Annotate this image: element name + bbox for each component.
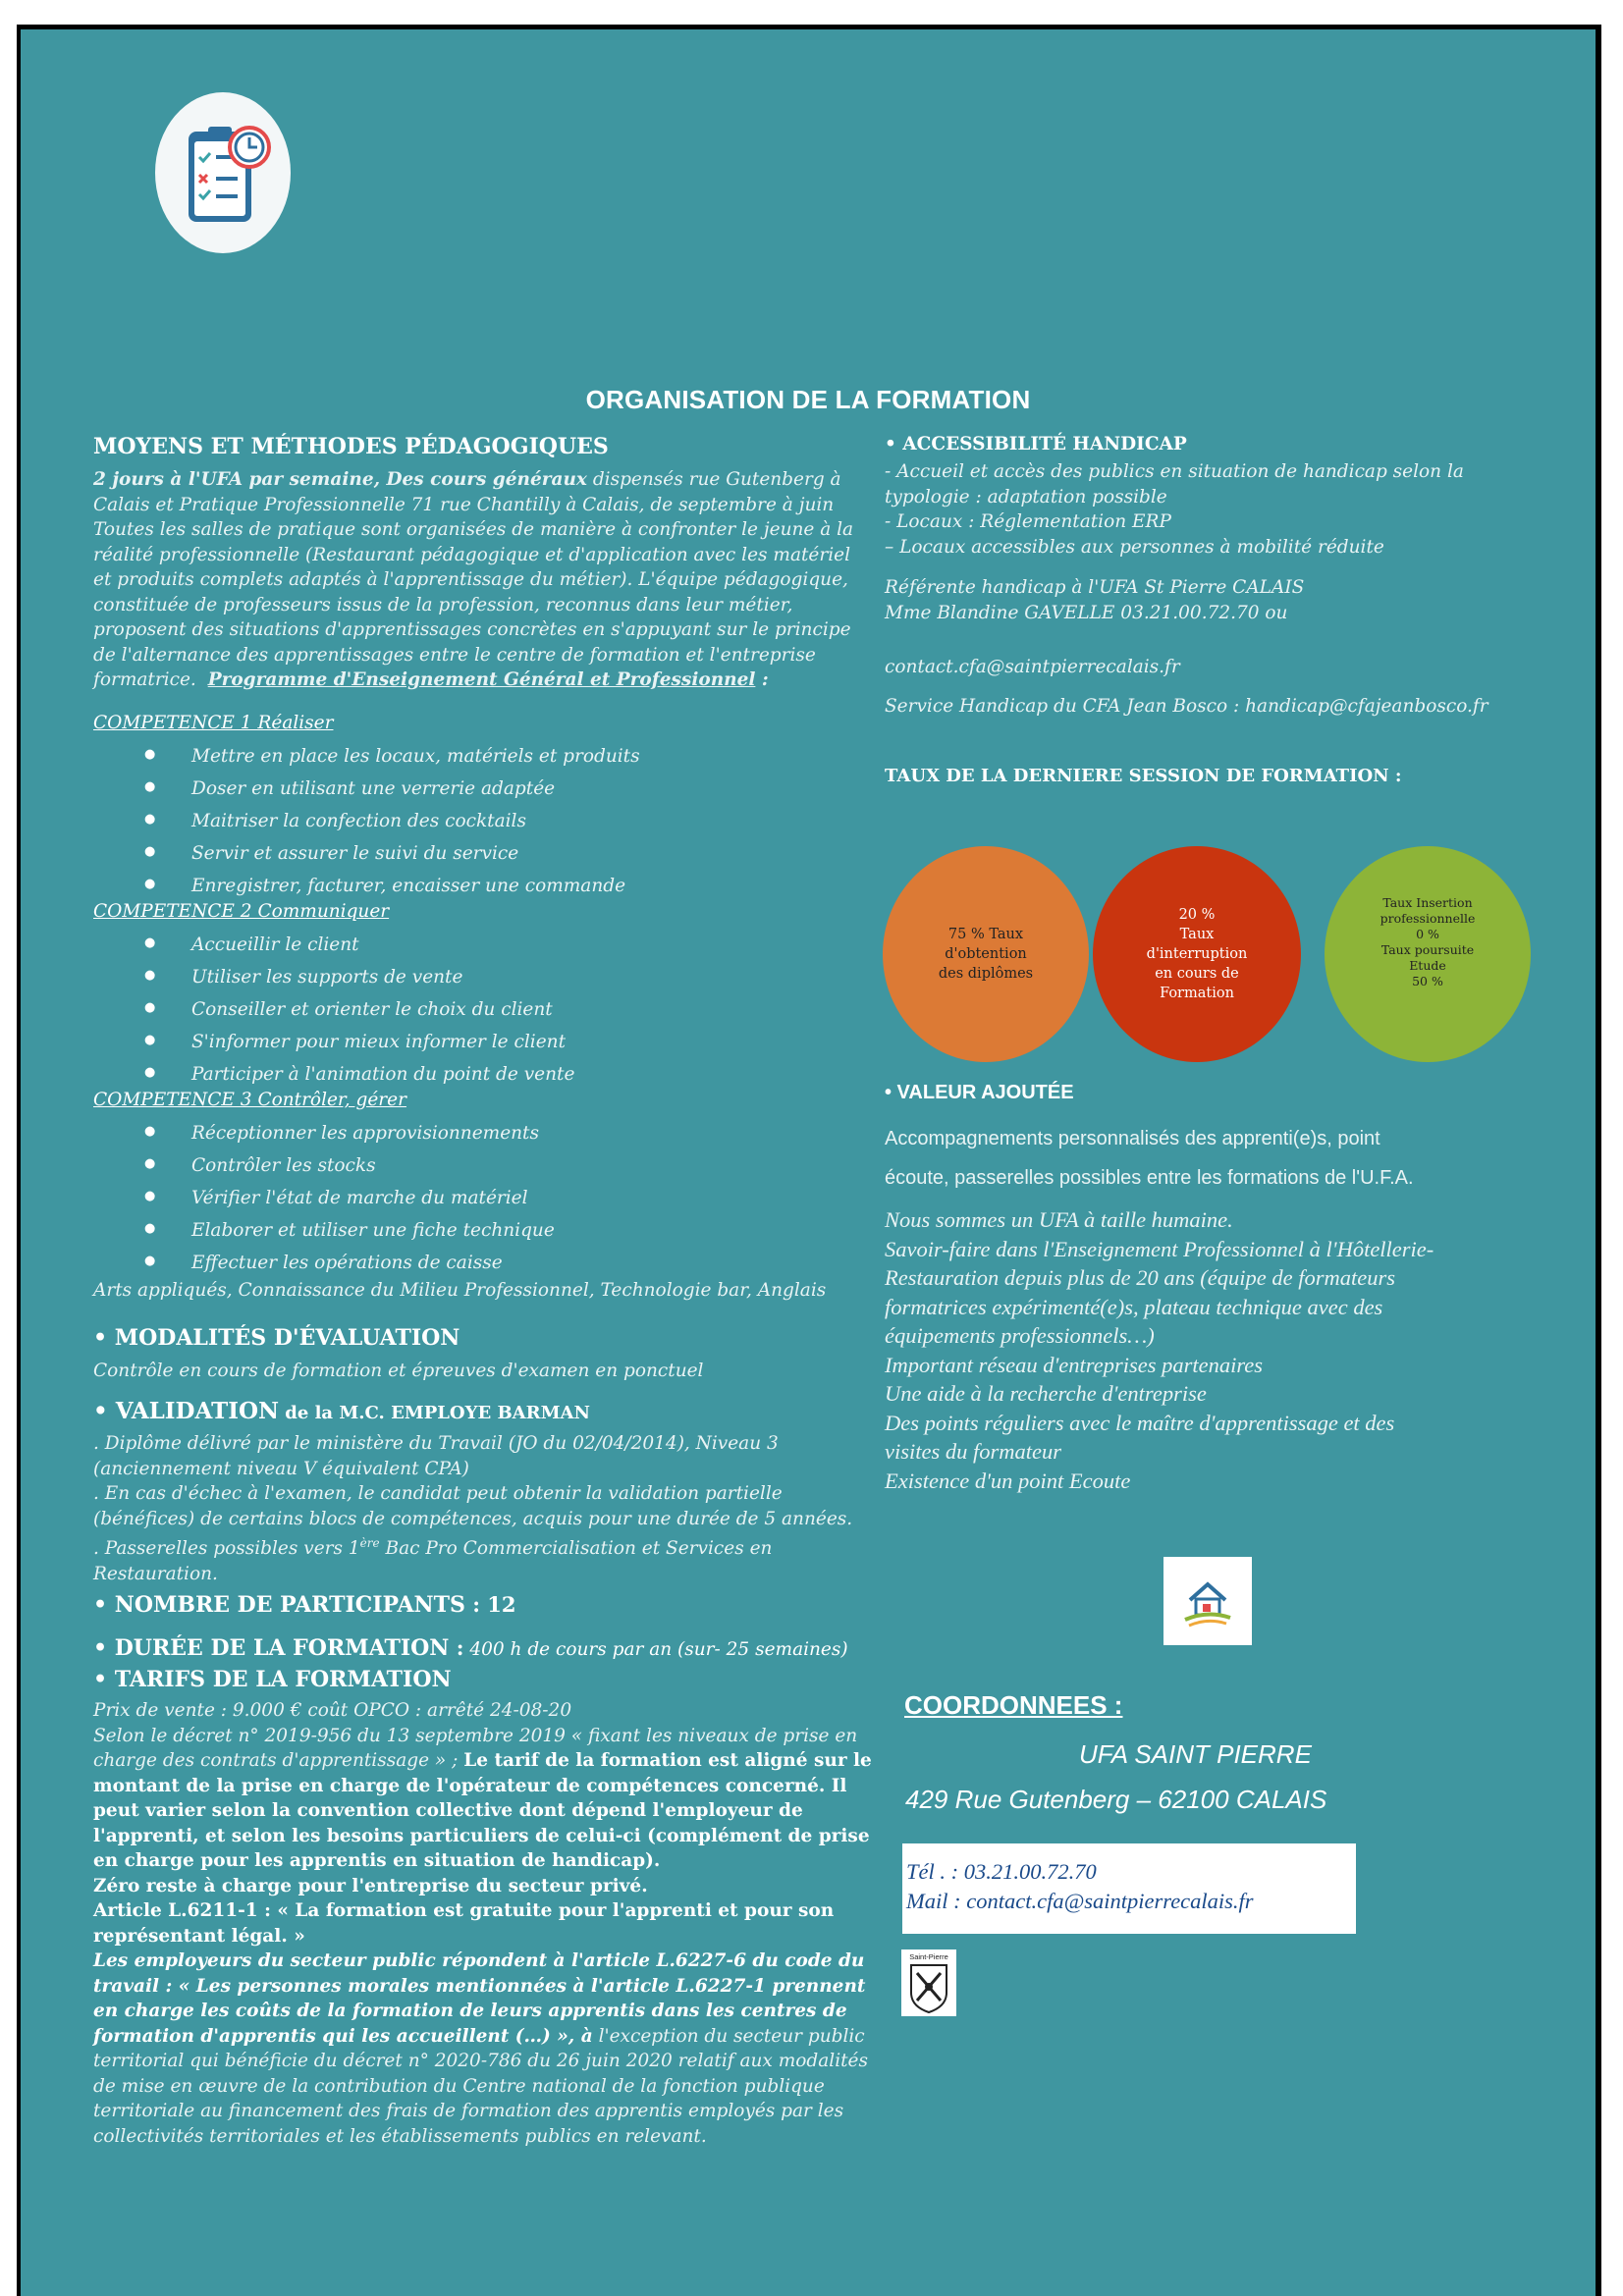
modalites-title: • MODALITÉS D'ÉVALUATION (93, 1325, 460, 1351)
circle-text: Formation (1160, 986, 1234, 1001)
crest-label: Saint-Pierre (909, 1952, 948, 1961)
programme-suffix: : (755, 669, 769, 690)
list-item: ● Maitriser la confection des cocktails (93, 809, 859, 841)
duree-sep: : (449, 1635, 464, 1660)
circle-text: des diplômes (938, 966, 1034, 982)
competence-1-title: COMPETENCE 1 Réaliser (93, 713, 334, 733)
coordonnees-name: UFA SAINT PIERRE (1079, 1739, 1312, 1769)
circle-text: Etude (1409, 958, 1446, 973)
valeur-intro-line: écoute, passerelles possibles entre les formations de l'U.F.A. (885, 1167, 1414, 1189)
circle-text: en cours de (1155, 966, 1239, 982)
house-logo (1163, 1557, 1252, 1645)
tarifs-public-bold: Les employeurs du secteur public répondent à l'article L.6227-6 du code du travail : « Les personnes morales mentionnées à l'article L.6227-1 prennent en charge les coûts de la formation de leurs apprentis dans les centres de formation d'apprentis qui les accueillent (…) », à (93, 1950, 866, 2047)
validation-line-3 (93, 1531, 869, 1586)
contact-mail[interactable]: Mail : contact.cfa@saintpierrecalais.fr (906, 1889, 1254, 1913)
list-item: ● Vérifier l'état de marche du matériel (93, 1186, 859, 1218)
competence-2-list (93, 933, 859, 1095)
validation-subtitle: de la M.C. EMPLOYE BARMAN (279, 1403, 590, 1423)
tarifs-title: • TARIFS DE LA FORMATION (93, 1667, 452, 1692)
tarifs-public-rest: l'exception du secteur public territorial qui bénéficie du décret n° 2020-786 du 26 juin 2020 relatif aux modalités de mise en œuvre de la contribution du Centre national de la fonction publique territoriale au financement des frais de formation des apprentis employés par les collectivités territoriales et les établissements publics en relevant. (93, 2025, 868, 2147)
competence-3-list (93, 1121, 859, 1283)
taux-circle-interruption (1093, 846, 1301, 1062)
valeur-line: Existence d'un point Ecoute (885, 1468, 1131, 1493)
list-item: ● Enregistrer, facturer, encaisser une commande (93, 874, 859, 906)
list-item: ● Effectuer les opérations de caisse (93, 1251, 859, 1283)
circle-text: Taux (1179, 927, 1215, 942)
coordonnees-address: 429 Rue Gutenberg – 62100 CALAIS (905, 1785, 1327, 1814)
referente-line-2: Mme Blandine GAVELLE 03.21.00.72.70 ou (885, 602, 1288, 623)
circle-text: Taux Insertion (1382, 895, 1473, 910)
checklist-clock-icon (155, 92, 291, 253)
house-logo-icon (1163, 1557, 1252, 1645)
circle-text: professionnelle (1380, 911, 1476, 926)
moyens-lead: 2 jours à l'UFA par semaine, Des cours généraux (93, 469, 587, 490)
validation-sup: ère (359, 1536, 380, 1550)
participants-value: : 12 (464, 1592, 516, 1617)
validation-details (93, 1431, 869, 1586)
saint-pierre-crest-icon (901, 1949, 956, 2016)
contact-phone[interactable]: Tél . : 03.21.00.72.70 (906, 1859, 1097, 1884)
list-item: ● Servir et assurer le suivi du service (93, 841, 859, 874)
moyens-title: MOYENS ET MÉTHODES PÉDAGOGIQUES (93, 434, 609, 459)
taux-title: TAUX DE LA DERNIERE SESSION DE FORMATION : (885, 766, 1402, 786)
list-item: ● Contrôler les stocks (93, 1153, 859, 1186)
brochure-panel (21, 29, 1596, 2296)
list-item: ● Participer à l'animation du point de vente (93, 1062, 859, 1095)
list-item: ● Utiliser les supports de vente (93, 965, 859, 997)
circle-text: 20 % (1178, 907, 1216, 923)
valeur-line: Restauration depuis plus de 20 ans (équipe de formateurs (885, 1265, 1395, 1290)
circle-text: 75 % Taux (947, 927, 1024, 942)
competence-1-list (93, 744, 859, 906)
moyens-description (93, 467, 869, 693)
valeur-list (885, 1205, 1572, 1495)
circle-text: 0 % (1416, 927, 1439, 941)
list-item: ● Elaborer et utiliser une fiche technique (93, 1218, 859, 1251)
circle-text: d'interruption (1146, 946, 1248, 962)
programme-link[interactable]: Programme d'Enseignement Général et Professionnel (207, 669, 756, 690)
tarifs-decret (93, 1724, 879, 1874)
list-item: ● Doser en utilisant une verrerie adaptée (93, 776, 859, 809)
modalites-text: Contrôle en cours de formation et épreuves d'examen en ponctuel (93, 1361, 704, 1381)
accessibilite-title: • ACCESSIBILITÉ HANDICAP (885, 434, 1187, 454)
circle-text: 50 % (1412, 974, 1443, 988)
circle-text: Taux poursuite (1380, 942, 1475, 957)
validation-line-3b: Bac Pro Commercialisation et Services en Restauration. (93, 1538, 773, 1584)
tarifs-decret-bold: Le tarif de la formation est aligné sur le montant de la prise en charge de l'opérateur de compétences concerné. Il peut varier selon la convention collective dont dépend l'employeur de l'apprenti, et selon les besoins particuliers de celui-ci (complément de prise en charge pour les apprentis en situation de handicap). (93, 1750, 872, 1871)
duree-row (93, 1635, 848, 1661)
list-item: ● Réceptionner les approvisionnements (93, 1121, 859, 1153)
contact-email-link[interactable]: contact.cfa@saintpierrecalais.fr (885, 657, 1180, 677)
tarifs-article: Article L.6211-1 : « La formation est gratuite pour l'apprenti et pour son représentant légal. » (93, 1900, 835, 1947)
valeur-line: équipements professionnels…) (885, 1323, 1155, 1348)
accessibilite-line: - Accueil et accès des publics en situation de handicap selon la typologie : adaptation possible (885, 461, 1464, 507)
list-item: ● Accueillir le client (93, 933, 859, 965)
referente-block (885, 575, 1513, 625)
valeur-intro (885, 1119, 1414, 1198)
tarifs-public (93, 1949, 879, 2149)
accessibilite-line: – Locaux accessibles aux personnes à mobilité réduite (885, 536, 1384, 558)
tarifs-details (93, 1698, 879, 2149)
duree-value: 400 h de cours par an (sur- 25 semaines) (463, 1639, 848, 1660)
other-subjects: Arts appliqués, Connaissance du Milieu Professionnel, Technologie bar, Anglais (93, 1280, 827, 1301)
accessibilite-lines (885, 459, 1484, 560)
coordonnees-title: COORDONNEES : (904, 1690, 1123, 1720)
crest-logo (901, 1949, 956, 2016)
valeur-line: visites du formateur (885, 1439, 1061, 1464)
contact-box (902, 1843, 1356, 1934)
taux-circle-insertion (1325, 846, 1531, 1062)
tarifs-prix: Prix de vente : 9.000 € coût OPCO : arrêté 24-08-20 (93, 1700, 572, 1721)
validation-line-3a: . Passerelles possibles vers 1 (93, 1538, 360, 1560)
logo-badge (155, 92, 291, 253)
competence-2-title: COMPETENCE 2 Communiquer (93, 901, 390, 922)
validation-title: • VALIDATION (93, 1398, 280, 1424)
valeur-line: Savoir-faire dans l'Enseignement Professionnel à l'Hôtellerie- (885, 1236, 1434, 1261)
tarifs-decret-text: Selon le décret n° 2019-956 du 13 septembre 2019 « fixant les niveaux de prise en charge des contrats d'apprentissage » ; (93, 1725, 858, 1771)
list-item: ● Mettre en place les locaux, matériels et produits (93, 744, 859, 776)
service-handicap: Service Handicap du CFA Jean Bosco : handicap@cfajeanbosco.fr (885, 696, 1488, 717)
participants-row (93, 1592, 516, 1618)
valeur-title: • VALEUR AJOUTÉE (885, 1082, 1074, 1103)
valeur-line: Une aide à la recherche d'entreprise (885, 1381, 1207, 1406)
valeur-line: formatrices expérimenté(e)s, plateau technique avec des (885, 1294, 1383, 1319)
circle-text: d'obtention (945, 946, 1027, 962)
valeur-line: Important réseau d'entreprises partenaires (885, 1352, 1263, 1377)
validation-heading (93, 1398, 590, 1424)
competence-3-title: COMPETENCE 3 Contrôler, gérer (93, 1090, 406, 1110)
list-item: ● Conseiller et orienter le choix du client (93, 997, 859, 1030)
taux-circle-obtention (883, 846, 1089, 1062)
valeur-line: Des points réguliers avec le maître d'apprentissage et des (885, 1410, 1395, 1435)
page-title: ORGANISATION DE LA FORMATION (585, 385, 1031, 414)
accessibilite-line: - Locaux : Réglementation ERP (885, 511, 1171, 532)
validation-line-2: . En cas d'échec à l'examen, le candidat peut obtenir la validation partielle (bénéfices) de certains blocs de compétences, acquis pour une durée de 5 années. (93, 1483, 853, 1529)
valeur-line: Nous sommes un UFA à taille humaine. (885, 1207, 1233, 1232)
tarifs-zero: Zéro reste à charge pour l'entreprise du secteur privé. (93, 1875, 648, 1896)
moyens-lead-rest: dispensés rue Gutenberg à Calais et Pratique Professionnelle 71 rue Chantilly à Calais, de septembre à juin (93, 469, 841, 515)
validation-line-1: . Diplôme délivré par le ministère du Travail (JO du 02/04/2014), Niveau 3 (anciennement niveau V équivalent CPA) (93, 1433, 779, 1479)
referente-line-1: Référente handicap à l'UFA St Pierre CALAIS (885, 577, 1305, 598)
list-item: ● S'informer pour mieux informer le client (93, 1030, 859, 1062)
participants-title: • NOMBRE DE PARTICIPANTS (93, 1592, 465, 1618)
duree-title: • DURÉE DE LA FORMATION (93, 1635, 450, 1661)
moyens-paragraph: Toutes les salles de pratique sont organisées de manière à confronter le jeune à la réalité professionnelle (Restaurant pédagogique et d'application avec les matériel et produits complets adaptés à l'apprentissage du métier). L'équipe pédagogique, constituée de professeurs issus de la profession, reconnus dans leur métier, proposent des situations d'apprentissages concrètes en s'appuyant sur le principe de l'alternance des apprentissages entre le centre de formation et l'entreprise formatrice. (93, 519, 854, 690)
valeur-intro-line: Accompagnements personnalisés des apprenti(e)s, point (885, 1128, 1380, 1149)
